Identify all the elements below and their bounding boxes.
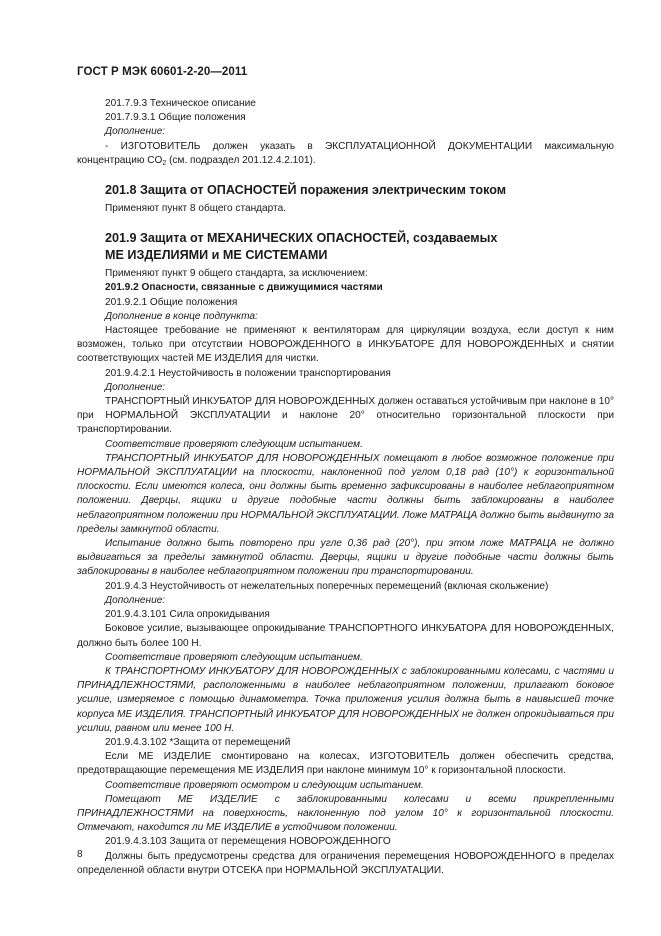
fans-paragraph: Настоящее требование не применяют к вентиляторам для циркуляции воздуха, если доступ к ним возможен, только при отсутствии НОВОРОЖДЕННОГО в ИНКУБАТОРЕ ДЛЯ НОВОРОЖДЕННЫХ и снятии соответствующих частей МЕ ИЗДЕЛИЯ для чистки.	[77, 325, 614, 365]
paragraph-201-9: Применяют пункт 9 общего стандарта, за исключением:	[105, 268, 368, 280]
test-paragraph-2: Испытание должно быть повторено при угле 0,36 рад (20°), при этом ложе МАТРАЦА не должно выдвигаться за пределы замкнутой области. Дверцы, ящики и другие подобные части должны быть заблокированы в наиболее неблагоприятном положении при транспортировании.	[77, 538, 614, 578]
heading-201-9-2: 201.9.2 Опасности, связанные с движущимися частями	[105, 282, 383, 294]
compliance-test-label-2: Соответствие проверяют следующим испытанием.	[105, 651, 363, 663]
co2-text-a: - ИЗГОТОВИТЕЛЬ должен указать в ЭКСПЛУАТАЦИОННОЙ ДОКУМЕНТАЦИИ максимальную концентрацию CO	[77, 140, 614, 166]
heading-201-9-line2: МЕ ИЗДЕЛИЯМИ и МЕ СИСТЕМАМИ	[105, 248, 328, 263]
paragraph-201-8: Применяют пункт 8 общего стандарта.	[105, 203, 286, 215]
test-paragraph-1: ТРАНСПОРТНЫЙ ИНКУБАТОР ДЛЯ НОВОРОЖДЕННЫХ помещают в любое возможное положение при НОРМАЛЬНОЙ ЭКСПЛУАТАЦИИ на плоскости, наклоненной под углом 0,18 рад (10°) к горизонтальной плоскости. Если имеются колеса, они должны быть временно зафиксированы в наиболее неблагоприятном положении. Дверцы, ящики и другие подобные части должны быть заблокированы в наиболее неблагоприятном положении при НОРМАЛЬНОЙ ЭКСПЛУАТАЦИИ. Ложе МАТРАЦА должно быть выдвинуто за пределы замкнутой области.	[77, 452, 614, 535]
newborn-paragraph: Должны быть предусмотрены средства для ограничения перемещения НОВОРОЖДЕННОГО в пределах определенной области внутри ОТСЕКА при НОРМАЛЬНОЙ ЭКСПЛУАТАЦИИ.	[77, 850, 614, 876]
addition-label-2: Дополнение:	[105, 381, 166, 393]
heading-201-9-line1: 201.9 Защита от МЕХАНИЧЕСКИХ ОПАСНОСТЕЙ, создаваемых	[105, 231, 498, 246]
clause-201-7-9-3-1: 201.7.9.3.1 Общие положения	[105, 112, 246, 124]
clause-201-7-9-3: 201.7.9.3 Техническое описание	[105, 98, 256, 109]
compliance-test-label: Соответствие проверяют следующим испытанием.	[105, 438, 363, 450]
wheels-paragraph: Если МЕ ИЗДЕЛИЕ смонтировано на колесах, ИЗГОТОВИТЕЛЬ должен обеспечить средства, предотвращающие перемещения МЕ ИЗДЕЛИЯ при наклоне минимум 10° к горизонтальной плоскости.	[77, 751, 614, 777]
page-content	[77, 97, 614, 878]
test-paragraph-4: Помещают МЕ ИЗДЕЛИЕ с заблокированными колесами и всеми прикрепленными ПРИНАДЛЕЖНОСТЯМИ на поверхность, наклоненную под углом 10° к горизонтальной плоскости. Отмечают, находится ли МЕ ИЗДЕЛИЕ в устойчивом положении.	[77, 793, 614, 834]
clause-201-9-4-3-102: 201.9.4.3.102 *Защита от перемещений	[105, 736, 291, 748]
standard-header: ГОСТ Р МЭК 60601-2-20—2011	[77, 66, 248, 78]
co2-paragraph	[77, 140, 614, 168]
test-paragraph-3: К ТРАНСПОРТНОМУ ИНКУБАТОРУ ДЛЯ НОВОРОЖДЕННЫХ с заблокированными колесами, с частями и ПРИНАДЛЕЖНОСТЯМИ, расположенными в наиболее неблагоприятном положении, прилагают боковое усилие, измеряемое с помощью динамометра. Точка приложения усилия должна быть в наивысшей точке корпуса МЕ ИЗДЕЛИЯ. ТРАНСПОРТНЫЙ ИНКУБАТОР ДЛЯ НОВОРОЖДЕННЫХ не должен опрокидываться при усилии, равном или менее 100 Н.	[77, 665, 614, 734]
clause-201-9-4-2-1: 201.9.4.2.1 Неустойчивость в положении транспортирования	[105, 367, 391, 379]
heading-201-8: 201.8 Защита от ОПАСНОСТЕЙ поражения электрическим током	[105, 183, 507, 198]
side-force-paragraph: Боковое усилие, вызывающее опрокидывание ТРАНСПОРТНОГО ИНКУБАТОРА ДЛЯ НОВОРОЖДЕННЫХ, должно быть более 100 Н.	[77, 623, 614, 649]
addition-label-3: Дополнение:	[105, 594, 166, 606]
addition-end-label: Дополнение в конце подпункта:	[105, 310, 258, 322]
transport-stability-paragraph: ТРАНСПОРТНЫЙ ИНКУБАТОР ДЛЯ НОВОРОЖДЕННЫХ должен оставаться устойчивым при наклоне в 10° при НОРМАЛЬНОЙ ЭКСПЛУАТАЦИИ и наклоне 20° относительно горизонтальной плоскости при транспортировании.	[77, 396, 614, 436]
co2-subscript: 2	[162, 159, 167, 167]
clause-201-9-4-3-101: 201.9.4.3.101 Сила опрокидывания	[105, 609, 270, 621]
addition-label: Дополнение:	[105, 126, 166, 138]
compliance-inspect-label: Соответствие проверяют осмотром и следующим испытанием.	[105, 779, 424, 791]
page-number: 8	[77, 849, 83, 860]
co2-text-b: (см. подраздел 201.12.4.2.101).	[166, 154, 316, 166]
clause-201-9-4-3: 201.9.4.3 Неустойчивость от нежелательных поперечных перемещений (включая скольжение)	[105, 580, 549, 592]
clause-201-9-4-3-103: 201.9.4.3.103 Защита от перемещения НОВОРОЖДЕННОГО	[105, 836, 391, 848]
clause-201-9-2-1: 201.9.2.1 Общие положения	[105, 296, 238, 308]
